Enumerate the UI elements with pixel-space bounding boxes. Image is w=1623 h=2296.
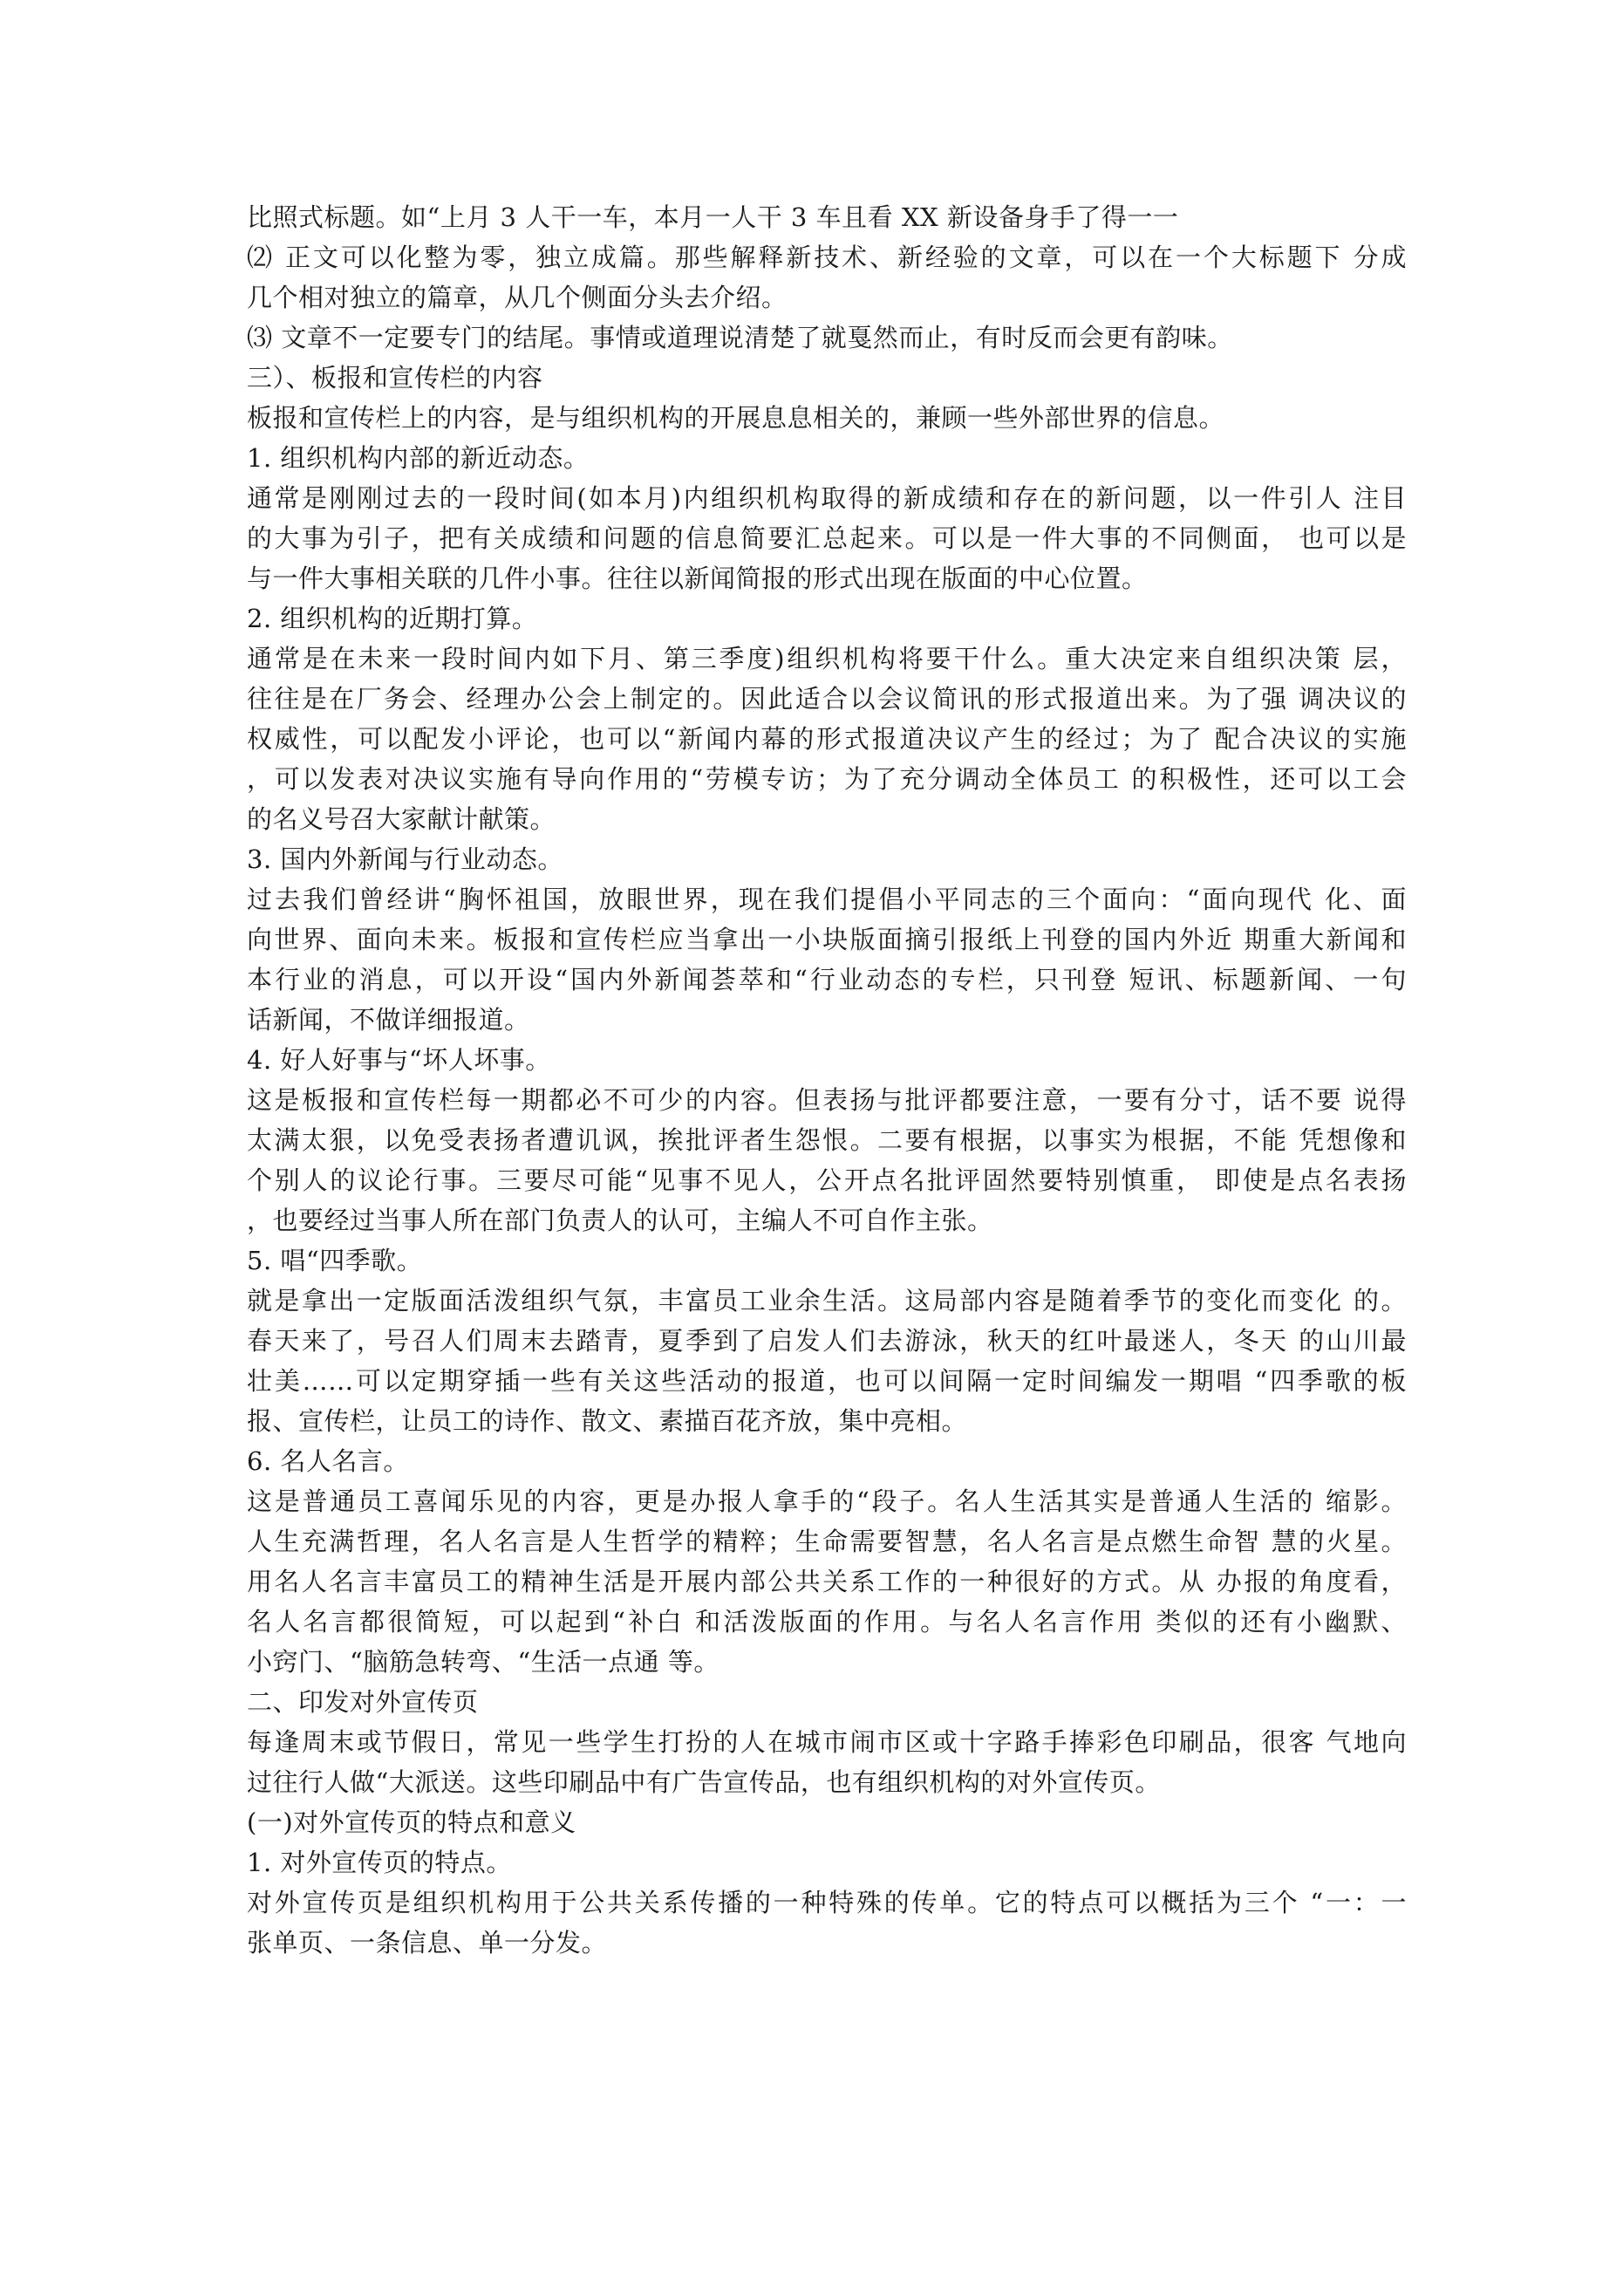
text-line: 比照式标题。如“上月 3 人干一车，本月一人干 3 车且看 XX 新设备身手了得一一 bbox=[247, 202, 1179, 232]
text-line: 往往是在厂务会、经理办公会上制定的。因此适合以会议简讯的形式报道出来。为了强 调决议的 bbox=[247, 684, 1407, 714]
text-line: 1. 组织机构内部的新近动态。 bbox=[247, 443, 590, 473]
text-line: 1. 对外宣传页的特点。 bbox=[247, 1848, 512, 1877]
text-line: 对外宣传页是组织机构用于公共关系传播的一种特殊的传单。它的特点可以概括为三个 “一：一 bbox=[247, 1888, 1407, 1917]
text-line: 报、宣传栏，让员工的诗作、散文、素描百花齐放，集中亮相。 bbox=[247, 1406, 968, 1436]
text-line: 3. 国内外新闻与行业动态。 bbox=[247, 844, 563, 874]
text-line: 名人名言都很简短，可以起到“补白 和活泼版面的作用。与名人名言作用 类似的还有小幽默、 bbox=[247, 1607, 1407, 1637]
text-line: ，可以发表对决议实施有导向作用的“劳模专访；为了充分调动全体员工 的积极性，还可以工会 bbox=[247, 764, 1407, 794]
text-line: 过往行人做“大派送。这些印刷品中有广告宣传品，也有组织机构的对外宣传页。 bbox=[247, 1767, 1161, 1797]
text-line: 三）、板报和宣传栏的内容 bbox=[247, 363, 543, 393]
text-line: 本行业的消息，可以开设“国内外新闻荟萃和“行业动态的专栏，只刊登 短讯、标题新闻、一句 bbox=[247, 965, 1407, 994]
text-line: 个别人的议论行事。三要尽可能“见事不见人，公开点名批评固然要特别慎重， 即使是点名表扬 bbox=[247, 1165, 1407, 1195]
text-line: ，也要经过当事人所在部门负责人的认可，主编人不可自作主张。 bbox=[247, 1206, 993, 1235]
text-line: 4. 好人好事与“坏人坏事。 bbox=[247, 1045, 551, 1075]
text-line: 二、印发对外宣传页 bbox=[247, 1687, 479, 1717]
text-line: 过去我们曾经讲“胸怀祖国，放眼世界，现在我们提倡小平同志的三个面向：“面向现代 化、面 bbox=[247, 885, 1407, 914]
text-line: 2. 组织机构的近期打算。 bbox=[247, 604, 538, 633]
text-line: 板报和宣传栏上的内容，是与组织机构的开展息息相关的，兼顾一些外部世界的信息。 bbox=[247, 403, 1225, 433]
text-line: 这是普通员工喜闻乐见的内容，更是办报人拿手的“段子。名人生活其实是普通人生活的 缩影。 bbox=[247, 1486, 1407, 1516]
text-line: 话新闻，不做详细报道。 bbox=[247, 1005, 530, 1035]
text-line: 6. 名人名言。 bbox=[247, 1446, 409, 1476]
text-line: 小窍门、“脑筋急转弯、“生活一点通 等。 bbox=[247, 1647, 719, 1677]
text-line: ⑵ 正文可以化整为零，独立成篇。那些解释新技术、新经验的文章，可以在一个大标题下 分成 bbox=[247, 243, 1407, 272]
text-line: 的名义号召大家献计献策。 bbox=[247, 804, 556, 834]
text-line: 几个相对独立的篇章，从几个侧面分头去介绍。 bbox=[247, 283, 788, 312]
text-line: 张单页、一条信息、单一分发。 bbox=[247, 1928, 608, 1958]
text-line: 向世界、面向未来。板报和宣传栏应当拿出一小块版面摘引报纸上刊登的国内外近 期重大新闻和 bbox=[247, 925, 1407, 954]
text-line: 人生充满哲理，名人名言是人生哲学的精粹；生命需要智慧，名人名言是点燃生命智 慧的火星。 bbox=[247, 1527, 1407, 1556]
text-line: ⑶ 文章不一定要专门的结尾。事情或道理说清楚了就戛然而止，有时反而会更有韵味。 bbox=[247, 323, 1233, 352]
text-line: 就是拿出一定版面活泼组织气氛，丰富员工业余生活。这局部内容是随着季节的变化而变化 的。 bbox=[247, 1286, 1407, 1315]
text-line: 用名人名言丰富员工的精神生活是开展内部公共关系工作的一种很好的方式。从 办报的角度看， bbox=[247, 1567, 1407, 1596]
text-line: 通常是刚刚过去的一段时间(如本月)内组织机构取得的新成绩和存在的新问题，以一件引人 注目 bbox=[247, 483, 1407, 513]
text-line: 的大事为引子，把有关成绩和问题的信息简要汇总起来。可以是一件大事的不同侧面， 也可以是 bbox=[247, 523, 1407, 553]
text-line: 这是板报和宣传栏每一期都必不可少的内容。但表扬与批评都要注意，一要有分寸，话不要 说得 bbox=[247, 1085, 1407, 1115]
text-line: 权威性，可以配发小评论，也可以“新闻内幕的形式报道决议产生的经过；为了 配合决议的实施 bbox=[247, 724, 1407, 754]
text-line: 通常是在未来一段时间内如下月、第三季度)组织机构将要干什么。重大决定来自组织决策 层， bbox=[247, 644, 1407, 673]
text-line: 与一件大事相关联的几件小事。往往以新闻简报的形式出现在版面的中心位置。 bbox=[247, 564, 1148, 593]
text-line: (一)对外宣传页的特点和意义 bbox=[247, 1807, 576, 1837]
document-page bbox=[247, 197, 1407, 1963]
text-line: 太满太狠，以免受表扬者遭讥讽，挨批评者生怨恨。二要有根据，以事实为根据，不能 凭想像和 bbox=[247, 1125, 1407, 1155]
text-line: 每逢周末或节假日，常见一些学生打扮的人在城市闹市区或十字路手捧彩色印刷品，很客 气地向 bbox=[247, 1727, 1407, 1757]
text-line: 5. 唱“四季歌。 bbox=[247, 1246, 423, 1275]
text-line: 壮美……可以定期穿插一些有关这些活动的报道，也可以间隔一定时间编发一期唱 “四季歌的板 bbox=[247, 1366, 1407, 1396]
text-line: 春天来了，号召人们周末去踏青，夏季到了启发人们去游泳，秋天的红叶最迷人，冬天 的山川最 bbox=[247, 1326, 1407, 1356]
